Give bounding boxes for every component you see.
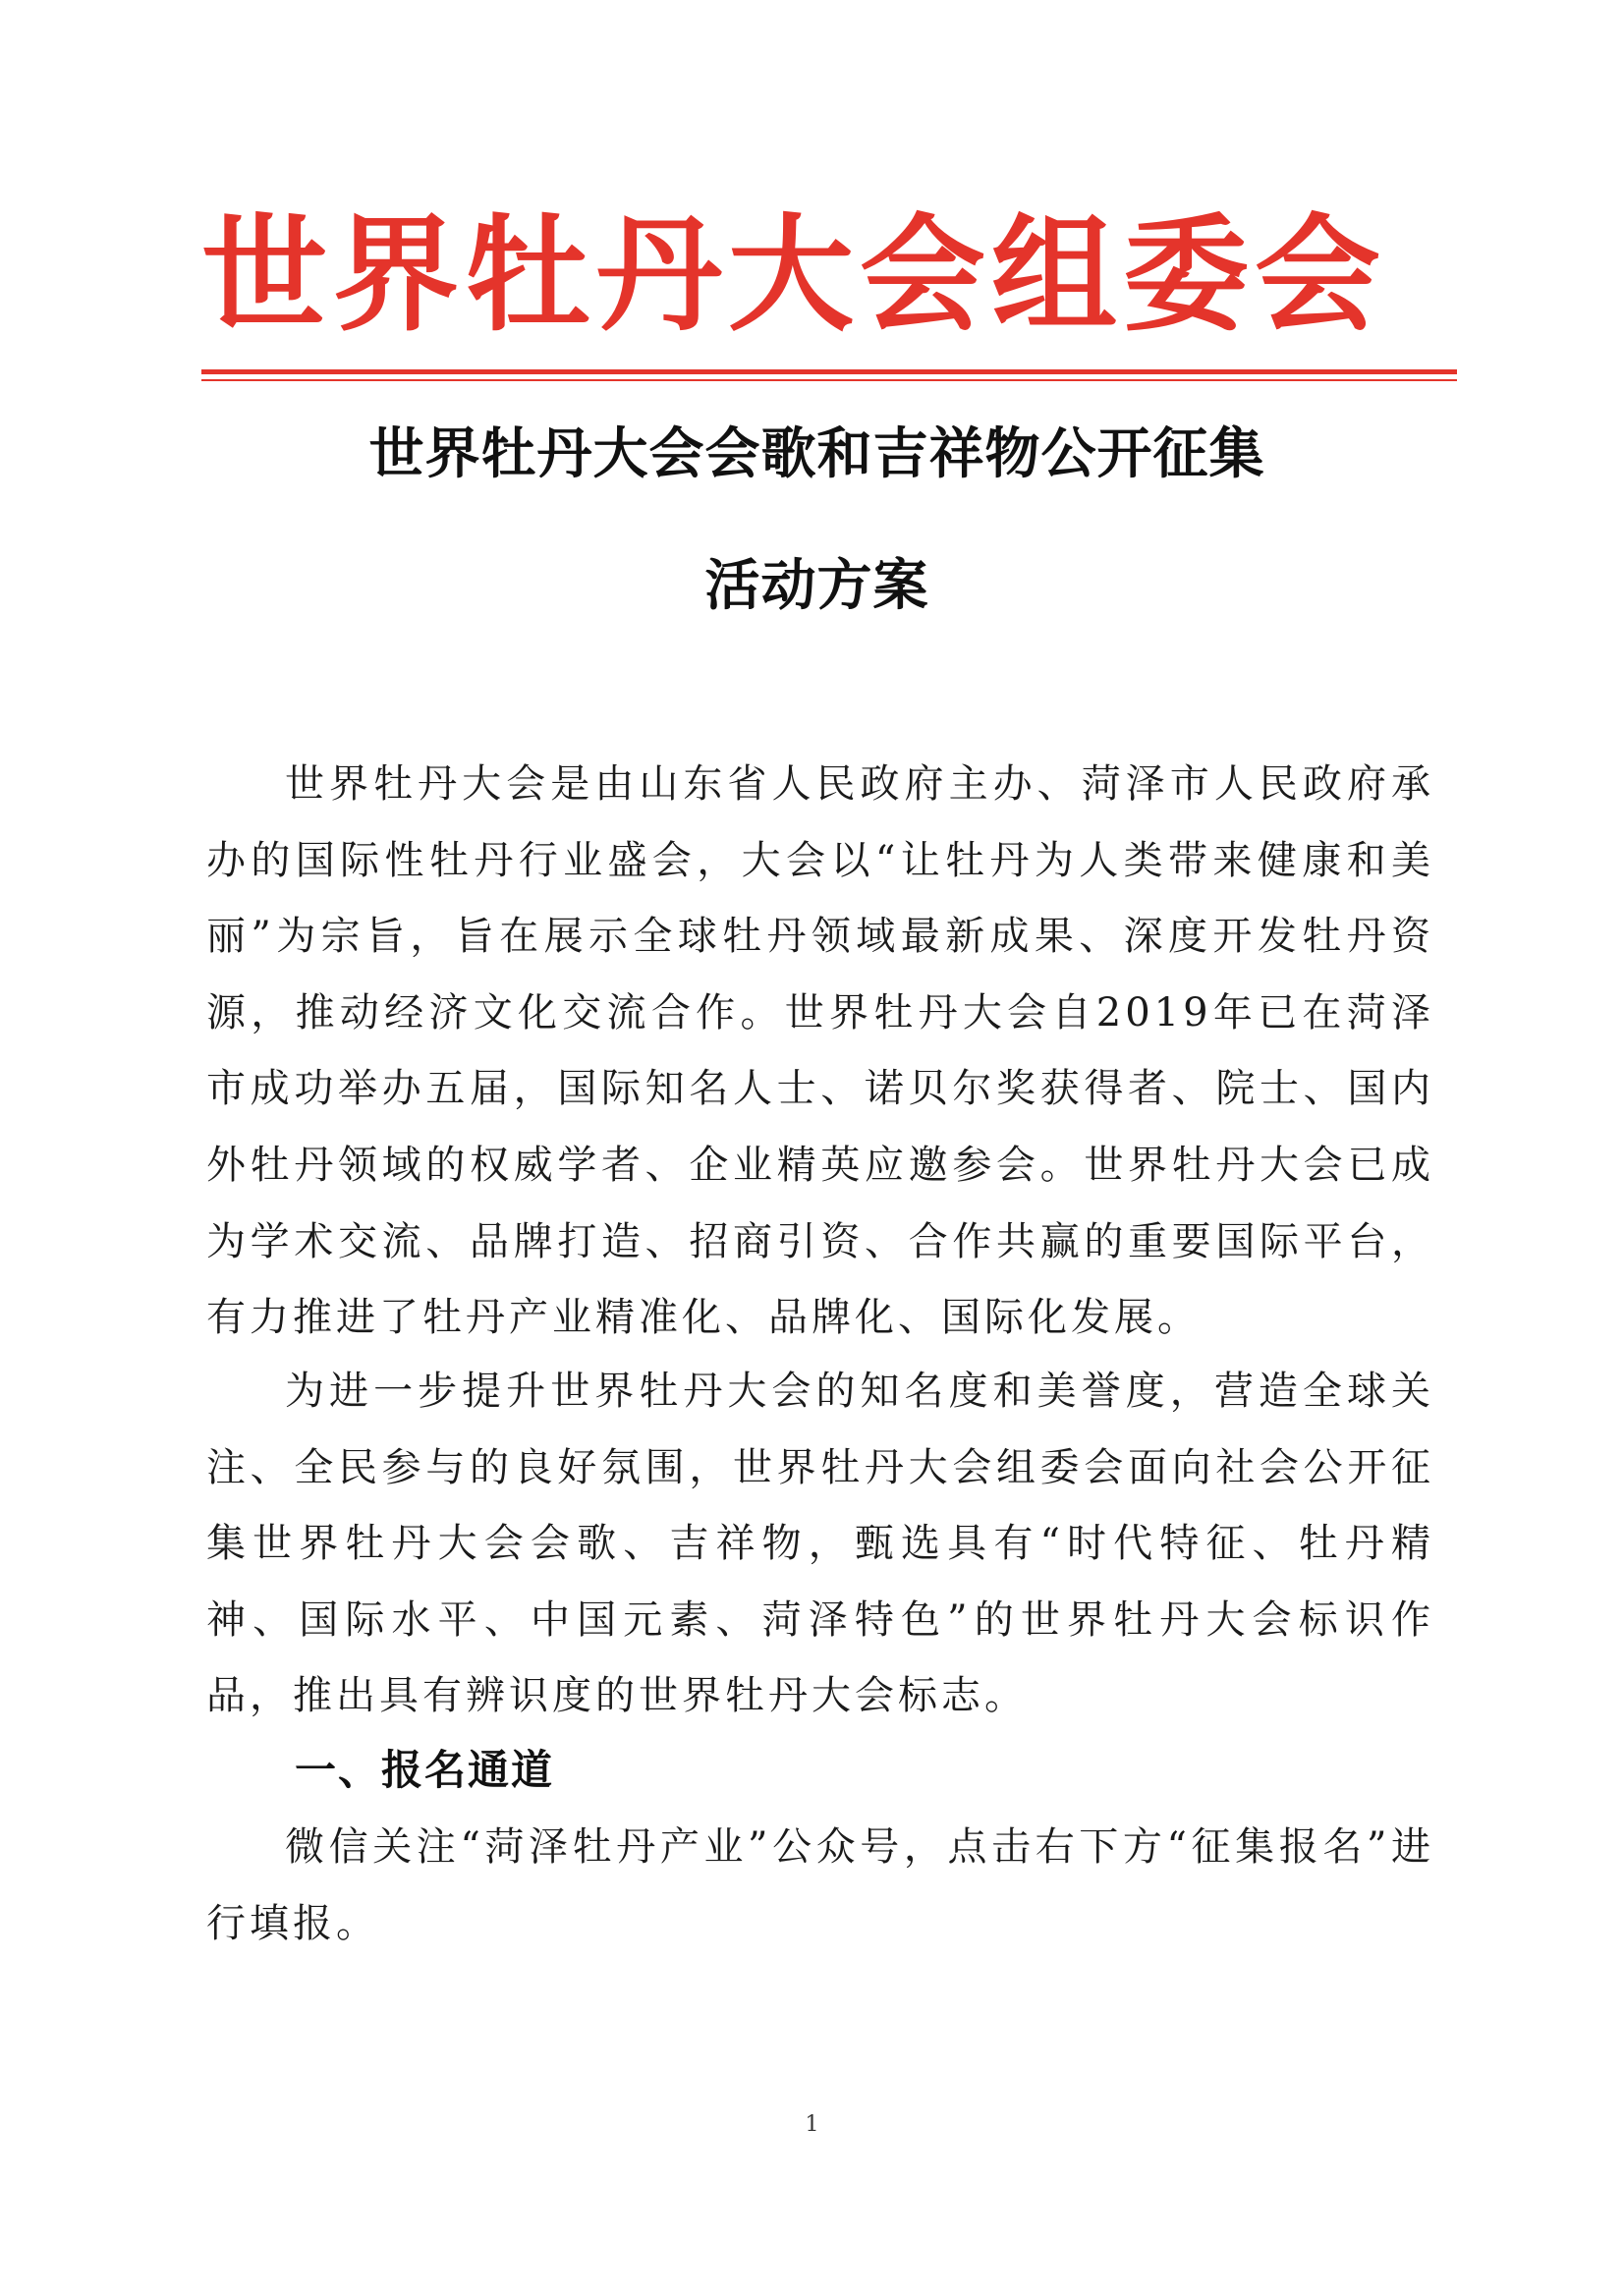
- document-title-line-1: 世界牡丹大会会歌和吉祥物公开征集: [368, 422, 1265, 486]
- paragraph-text: 世界牡丹大会是由山东省人民政府主办、菏泽市人民政府承办的国际性牡丹行业盛会，大会以“让牡丹为人类带来健康和美丽”为宗旨，旨在展示全球牡丹领域最新成果、深度开发牡丹资源，推动经济文化交流合作。世界牡丹大会自2019年已在菏泽市成功举办五届，国际知名人士、诺贝尔奖获得者、院士、国内外牡丹领域的权威学者、企业精英应邀参会。世界牡丹大会已成为学术交流、品牌打造、招商引资、合作共赢的重要国际平台，有力推进了牡丹产业精准化、品牌化、国际化发展。: [206, 761, 1434, 1341]
- section-heading-registration: 一、报名通道: [295, 1746, 555, 1794]
- document-title-line-2: 活动方案: [704, 554, 929, 618]
- body-paragraph-registration: [206, 1810, 1434, 1962]
- organization-masthead: 世界牡丹大会组委会: [201, 201, 1387, 349]
- body-paragraph-purpose: [206, 1354, 1434, 1735]
- header-divider-thin: [201, 379, 1457, 381]
- paragraph-text: 微信关注“菏泽牡丹产业”公众号，点击右下方“征集报名”进行填报。: [206, 1824, 1434, 1946]
- page-number: 1: [805, 2112, 819, 2137]
- paragraph-text: 为进一步提升世界牡丹大会的知名度和美誉度，营造全球关注、全民参与的良好氛围，世界牡丹大会组委会面向社会公开征集世界牡丹大会会歌、吉祥物，甄选具有“时代特征、牡丹精神、国际水平、中国元素、菏泽特色”的世界牡丹大会标识作品，推出具有辨识度的世界牡丹大会标志。: [206, 1369, 1434, 1719]
- body-paragraph-intro: [206, 747, 1434, 1357]
- header-divider-thick: [201, 369, 1457, 374]
